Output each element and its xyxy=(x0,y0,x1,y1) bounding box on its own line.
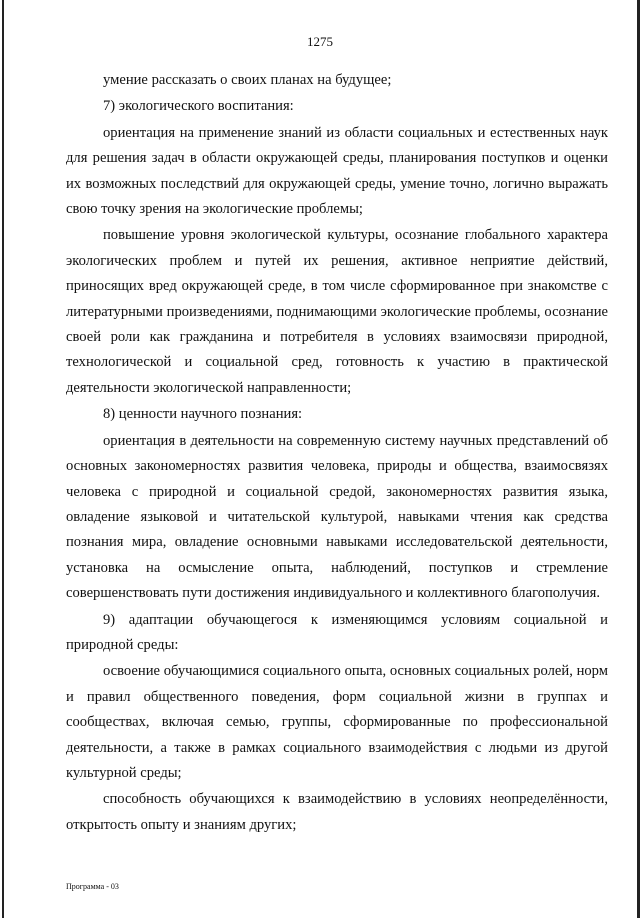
page-number: 1275 xyxy=(307,34,333,49)
section-heading-7: 7) экологического воспитания: xyxy=(103,98,294,115)
paragraph-8: освоение обучающимися социального опыта, основных социальных ролей, норм и правил общественного поведения, форм социальной жизни в группах и сообществах, включая семью, группы, сформированные по профессиональной деятельности, а также в рамках социального взаимодействия с людьми из другой культурной среды; xyxy=(66,663,608,781)
paragraph-3: ориентация на применение знаний из области социальных и естественных наук для решения задач в области окружающей среды, планирования поступков и оценки их возможных последствий для окружающей среды, умение точно, логично выражать свою точку зрения на экологические проблемы; xyxy=(66,124,608,218)
paragraph-6: ориентация в деятельности на современную систему научных представлений об основных закономерностях развития человека, природы и общества, взаимосвязях человека с природной и социальной средой, закономерностях развития языка, овладение языковой и читательской культурой, навыками чтения как средства познания мира, овладение основными навыками исследовательской деятельности, установка на осмысление опыта, наблюдений, поступков и стремление совершенствовать пути достижения индивидуального и коллективного благополучия. xyxy=(66,432,608,602)
page-footer: Программа - 03 xyxy=(66,882,119,891)
document-body xyxy=(66,68,608,839)
section-heading-8: 8) ценности научного познания: xyxy=(103,406,303,423)
page-edge-left xyxy=(2,0,4,918)
section-heading-9: 9) адаптации обучающегося к изменяющимся условиям социальной и природной среды: xyxy=(66,611,608,653)
paragraph-4: повышение уровня экологической культуры, осознание глобального характера экологических проблем и путей их решения, активное неприятие действий, приносящих вред окружающей среде, в том числе сформированное при знакомстве с литературными произведениями, поднимающими экологические проблемы, осознание своей роли как гражданина и потребителя в условиях взаимосвязи природной, технологической и социальной сред, готовность к участию в практической деятельности экологической направленности; xyxy=(66,227,608,396)
paragraph-9: способность обучающихся к взаимодействию в условиях неопределённости, открытость опыту и знаниям других; xyxy=(66,791,608,833)
paragraph-1: умение рассказать о своих планах на будущее; xyxy=(103,72,392,88)
